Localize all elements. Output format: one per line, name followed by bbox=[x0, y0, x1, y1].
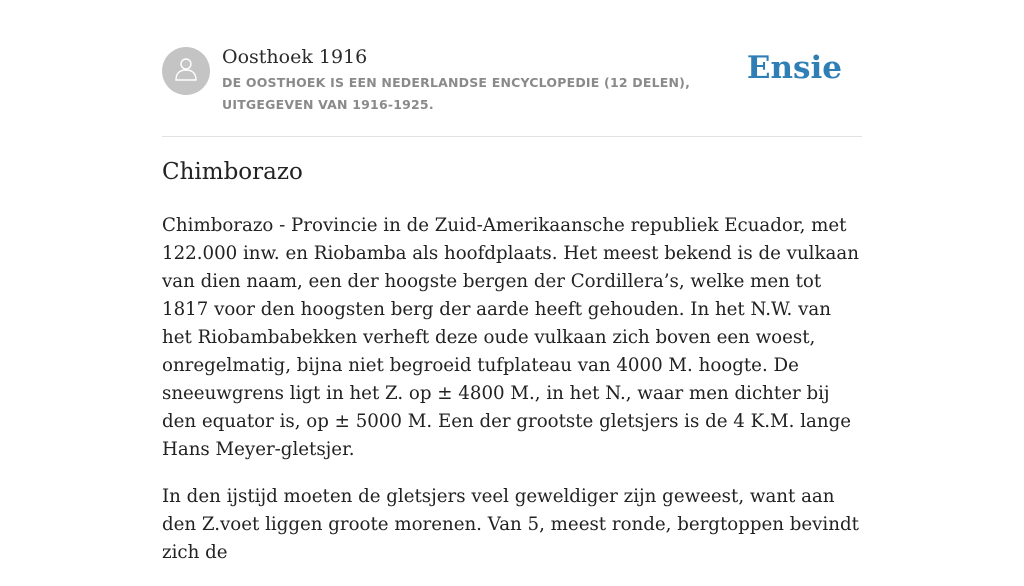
page-content bbox=[162, 0, 862, 563]
source-header bbox=[162, 0, 862, 137]
ensie-logo[interactable]: Ensie bbox=[746, 50, 842, 86]
source-description: DE OOSTHOEK IS EEN NEDERLANDSE ENCYCLOPEDIE (12 DELEN), UITGEGEVEN VAN 1916-1925. bbox=[222, 75, 691, 112]
article-paragraph: Chimborazo - Provincie in de Zuid-Amerikaansche republiek Ecuador, met 122.000 inw. en Riobamba als hoofdplaats. Het meest bekend is de vulkaan van dien naam, een der hoogste bergen der Cordillera’s, welke men tot 1817 voor den hoogsten berg der aarde heeft gehouden. In het N.W. van het Riobambabekken verheft deze oude vulkaan zich boven een woest, onregelmatig, bijna niet begroeid tufplateau van 4000 M. hoogte. De sneeuwgrens ligt in het Z. op ± 4800 M., in het N., waar men dichter bij den equator is, op ± 5000 M. Een der grootste gletsjers is de 4 K.M. lange Hans Meyer-gletsjer. bbox=[162, 215, 859, 460]
user-icon bbox=[171, 54, 201, 88]
article-title: Chimborazo bbox=[162, 159, 303, 185]
article-paragraph: In den ijstijd moeten de gletsjers veel geweldiger zijn geweest, want aan den Z.voet liggen groote morenen. Van 5, meest ronde, bergtoppen bevindt zich de bbox=[162, 486, 859, 563]
source-avatar[interactable] bbox=[162, 47, 210, 95]
article-body bbox=[162, 212, 862, 586]
source-title[interactable]: Oosthoek 1916 bbox=[222, 46, 368, 68]
